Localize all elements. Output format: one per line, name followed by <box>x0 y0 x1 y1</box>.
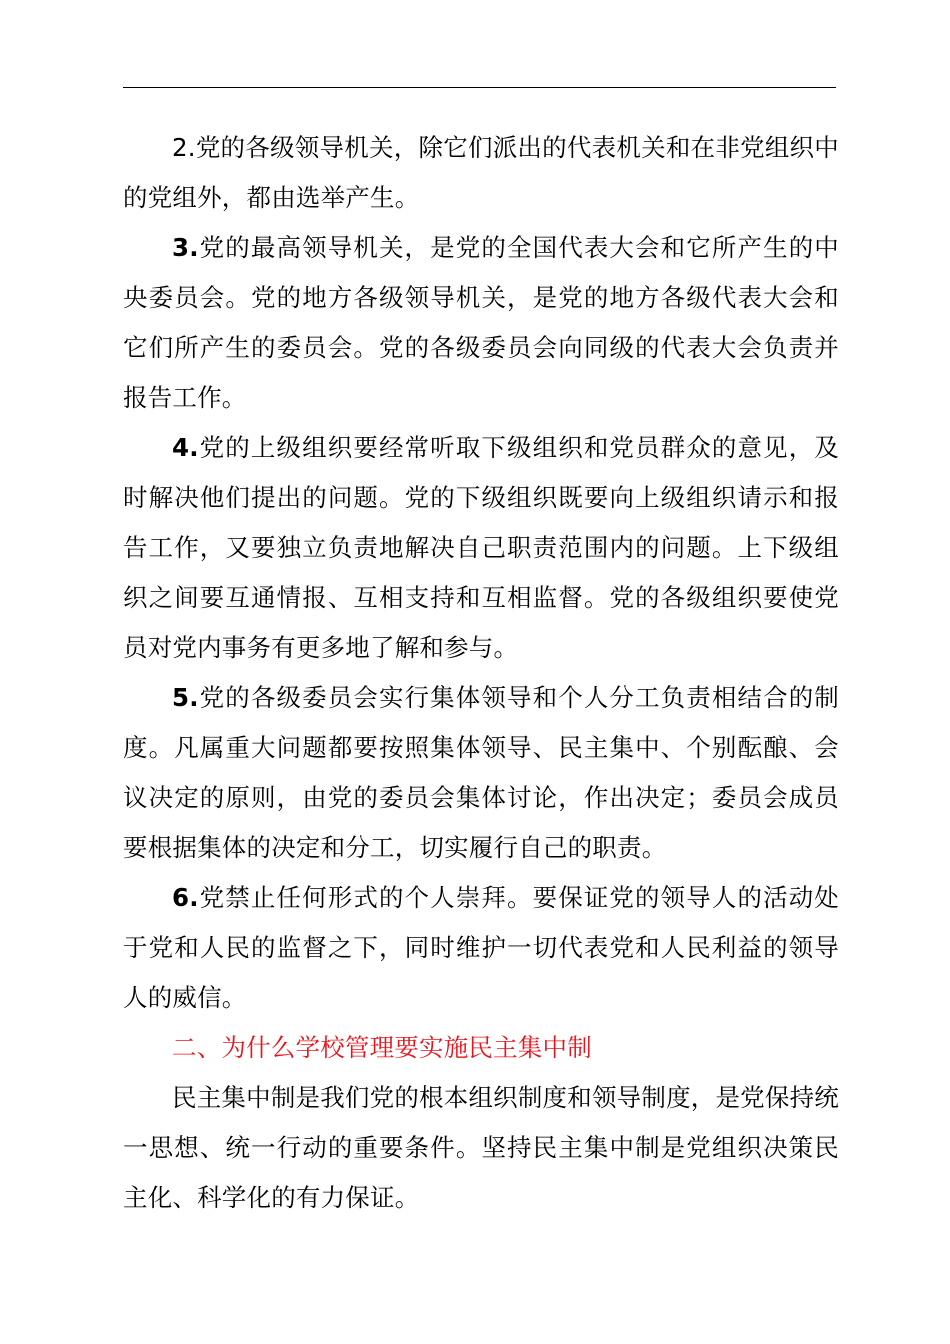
paragraph-item-5 <box>123 673 839 873</box>
paragraph-text: 党的最高领导机关，是党的全国代表大会和它所产生的中央委员会。党的地方各级领导机关，是党的地方各级代表大会和它们所产生的委员会。党的各级委员会向同级的代表大会负责并报告工作。 <box>123 233 839 412</box>
paragraph-item-6 <box>123 873 839 1023</box>
paragraph-text: 党的上级组织要经常听取下级组织和党员群众的意见，及时解决他们提出的问题。党的下级组织既要向上级组织请示和报告工作，又要独立负责地解决自己职责范围内的问题。上下级组织之间要互通情报、互相支持和互相监督。党的各级组织要使党员对党内事务有更多地了解和参与。 <box>123 433 839 662</box>
paragraph-number: 2. <box>172 133 196 162</box>
document-body <box>123 123 839 1223</box>
paragraph-number: 5. <box>172 683 199 712</box>
paragraph-text: 党禁止任何形式的个人崇拜。要保证党的领导人的活动处于党和人民的监督之下，同时维护一切代表党和人民利益的领导人的威信。 <box>123 883 839 1012</box>
paragraph-item-3 <box>123 223 839 423</box>
paragraph-number: 3. <box>172 233 199 262</box>
paragraph-number: 4. <box>172 433 199 462</box>
header-rule <box>123 87 836 88</box>
paragraph-text: 党的各级领导机关，除它们派出的代表机关和在非党组织中的党组外，都由选举产生。 <box>123 133 839 212</box>
paragraph-number: 6. <box>172 883 199 912</box>
closing-paragraph: 民主集中制是我们党的根本组织制度和领导制度，是党保持统一思想、统一行动的重要条件。坚持民主集中制是党组织决策民主化、科学化的有力保证。 <box>123 1083 839 1212</box>
paragraph-item-4 <box>123 423 839 673</box>
paragraph-text: 党的各级委员会实行集体领导和个人分工负责相结合的制度。凡属重大问题都要按照集体领导、民主集中、个别酝酿、会议决定的原则，由党的委员会集体讨论，作出决定；委员会成员要根据集体的决定和分工，切实履行自己的职责。 <box>123 683 839 862</box>
paragraph-item-2 <box>123 123 839 223</box>
section-heading: 二、为什么学校管理要实施民主集中制 <box>172 1033 592 1062</box>
